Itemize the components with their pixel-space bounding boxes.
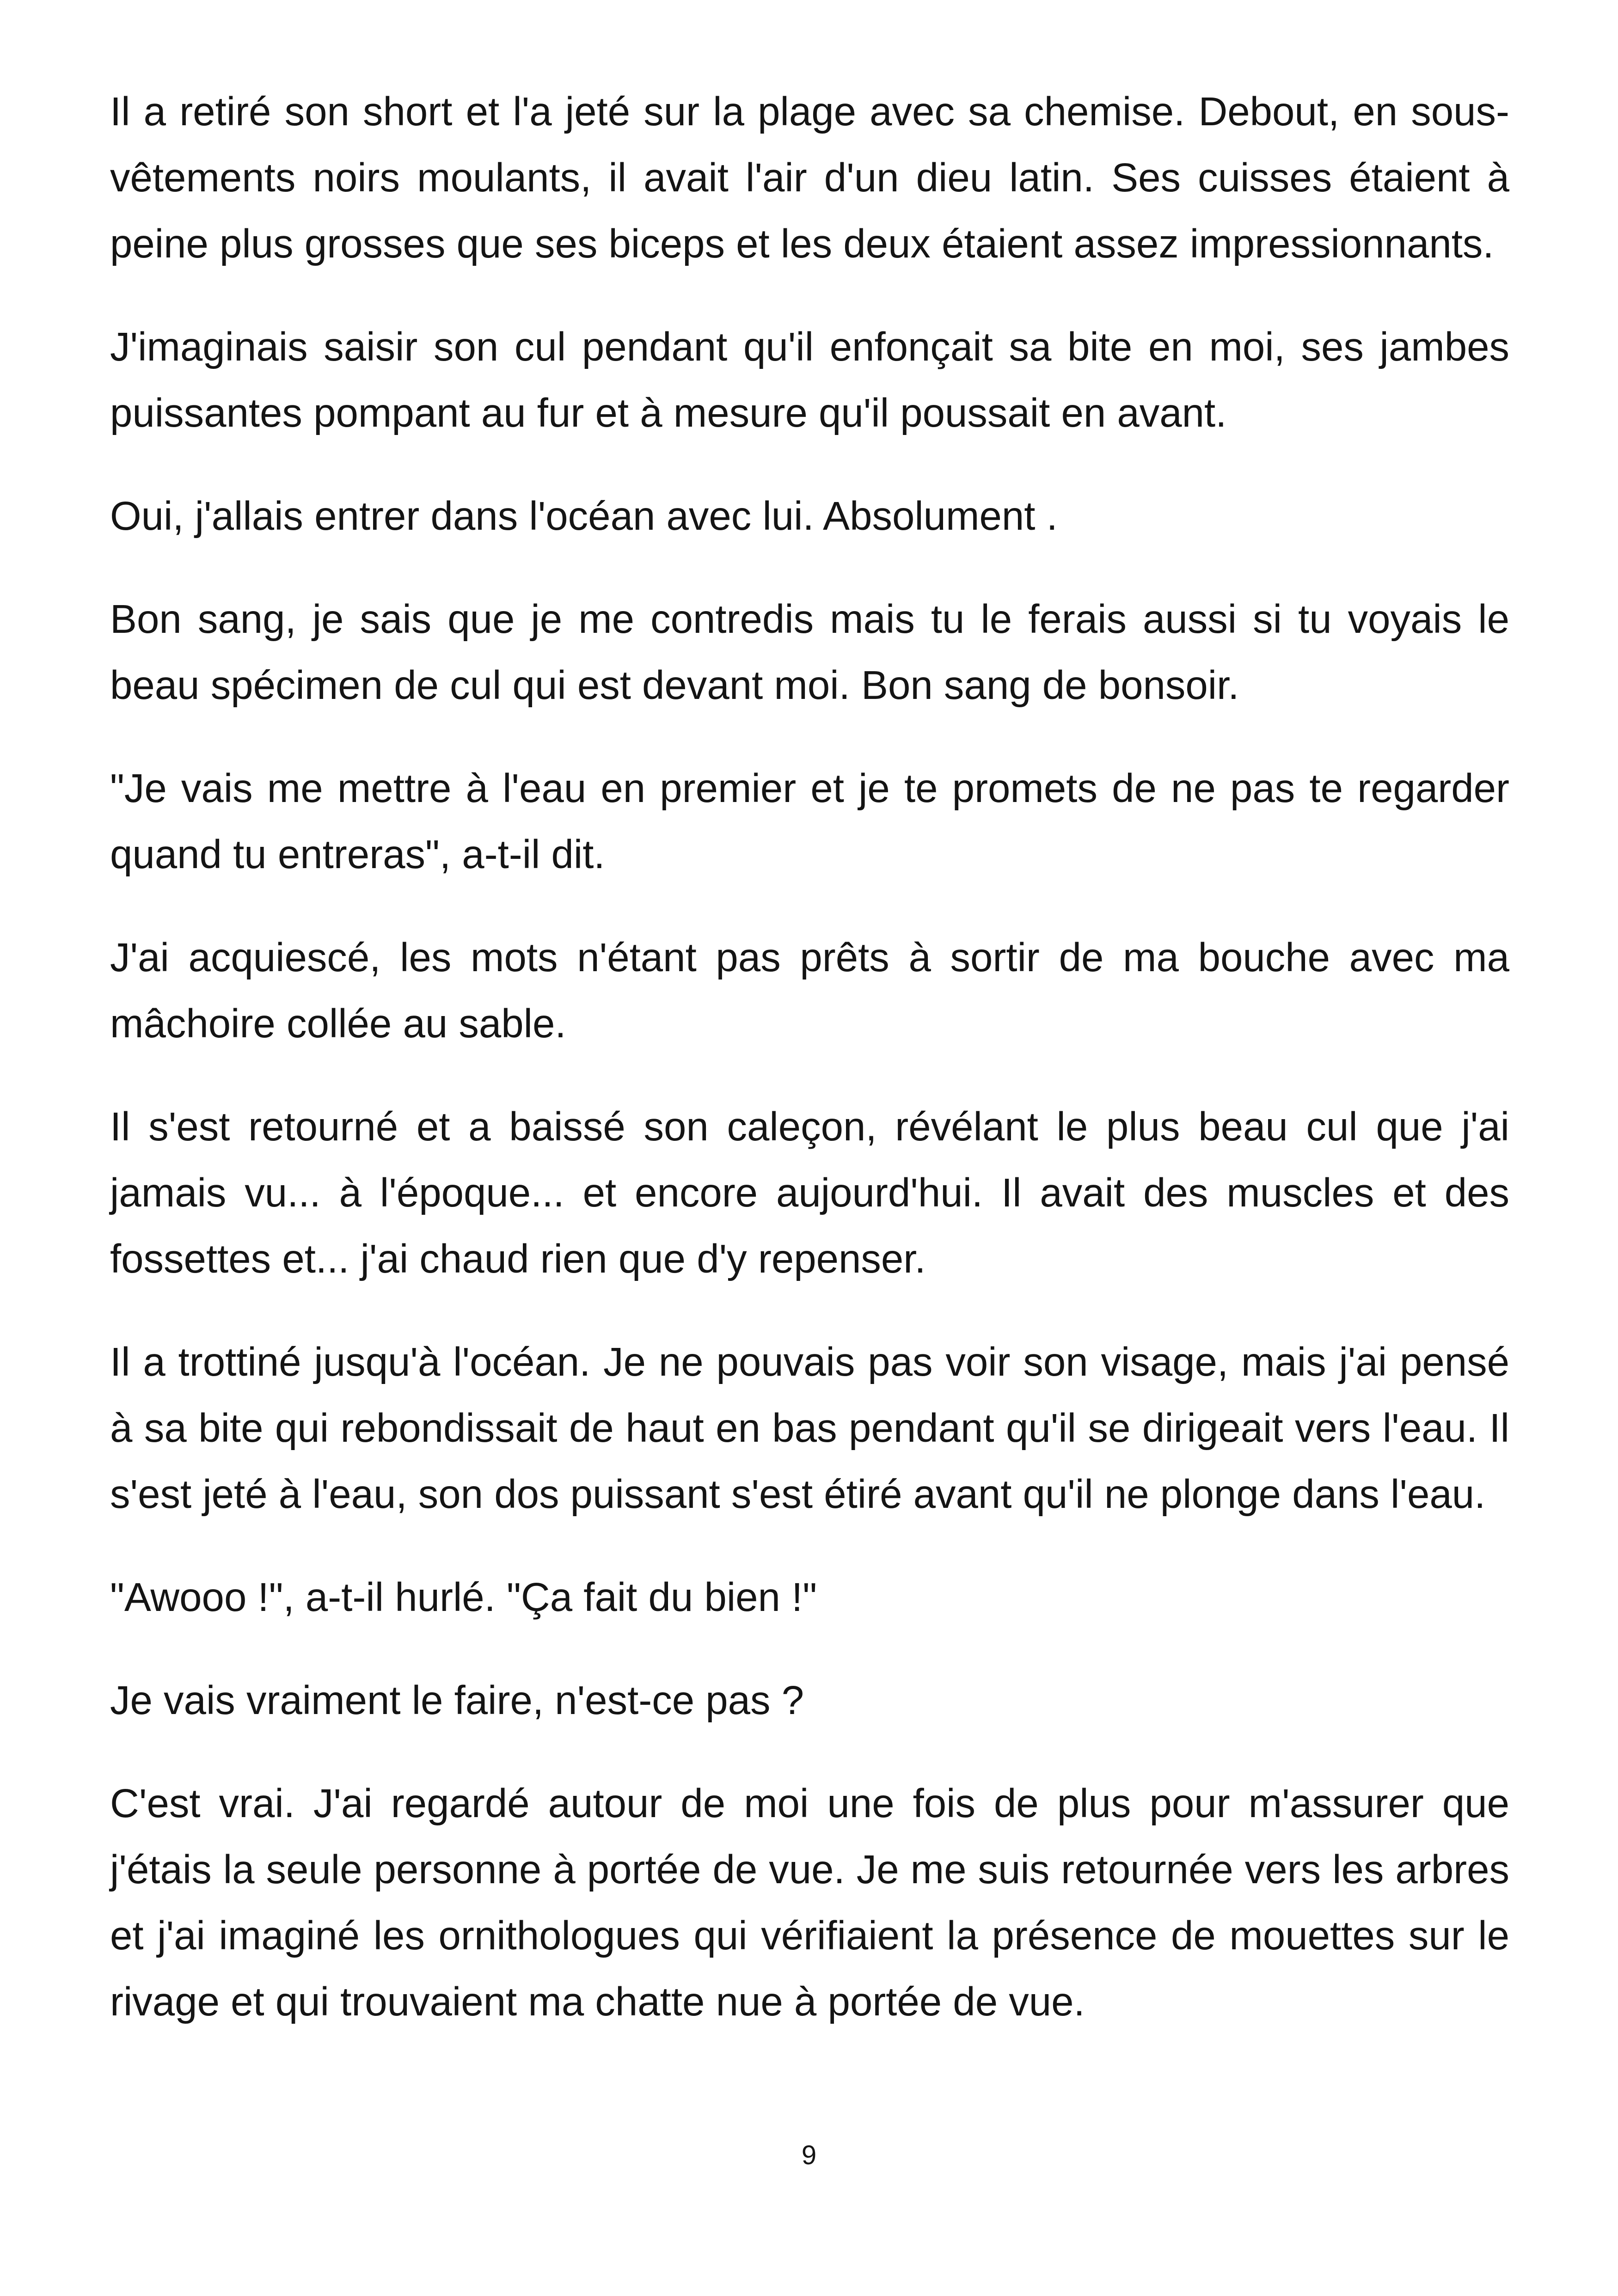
paragraph-3: Oui, j'allais entrer dans l'océan avec lui. Absolument . [110,494,1058,539]
body-text [110,79,1509,2072]
paragraph-4: Bon sang, je sais que je me contredis mais tu le ferais aussi si tu voyais le beau spécimen de cul qui est devant moi. Bon sang de bonsoir. [110,597,1509,708]
page-number: 9 [801,2140,817,2170]
paragraph-5: "Je vais me mettre à l'eau en premier et je te promets de ne pas te regarder quand tu entreras", a-t-il dit. [110,766,1509,877]
paragraph-10: Je vais vraiment le faire, n'est-ce pas ? [110,1678,804,1723]
paragraph-9: "Awooo !", a-t-il hurlé. "Ça fait du bien !" [110,1575,817,1620]
paragraph-8: Il a trottiné jusqu'à l'océan. Je ne pouvais pas voir son visage, mais j'ai pensé à sa bite qui rebondissait de haut en bas pendant qu'il se dirigeait vers l'eau. Il s'est jeté à l'eau, son dos puissant s'est étiré avant qu'il ne plonge dans l'eau. [110,1340,1509,1517]
paragraph-2: J'imaginais saisir son cul pendant qu'il enfonçait sa bite en moi, ses jambes puissantes pompant au fur et à mesure qu'il poussait en avant. [110,325,1509,435]
paragraph-6: J'ai acquiescé, les mots n'étant pas prêts à sortir de ma bouche avec ma mâchoire collée au sable. [110,935,1509,1046]
paragraph-1: Il a retiré son short et l'a jeté sur la plage avec sa chemise. Debout, en sous-vêtements noirs moulants, il avait l'air d'un dieu latin. Ses cuisses étaient à peine plus grosses que ses biceps et les deux étaient assez impressionnants. [110,89,1509,266]
paragraph-11: C'est vrai. J'ai regardé autour de moi une fois de plus pour m'assurer que j'étais la seule personne à portée de vue. Je me suis retournée vers les arbres et j'ai imaginé les ornithologues qui vérifiaient la présence de mouettes sur le rivage et qui trouvaient ma chatte nue à portée de vue. [110,1781,1509,2024]
paragraph-7: Il s'est retourné et a baissé son caleçon, révélant le plus beau cul que j'ai jamais vu... à l'époque... et encore aujourd'hui. Il avait des muscles et des fossettes et... j'ai chaud rien que d'y repenser. [110,1104,1509,1281]
